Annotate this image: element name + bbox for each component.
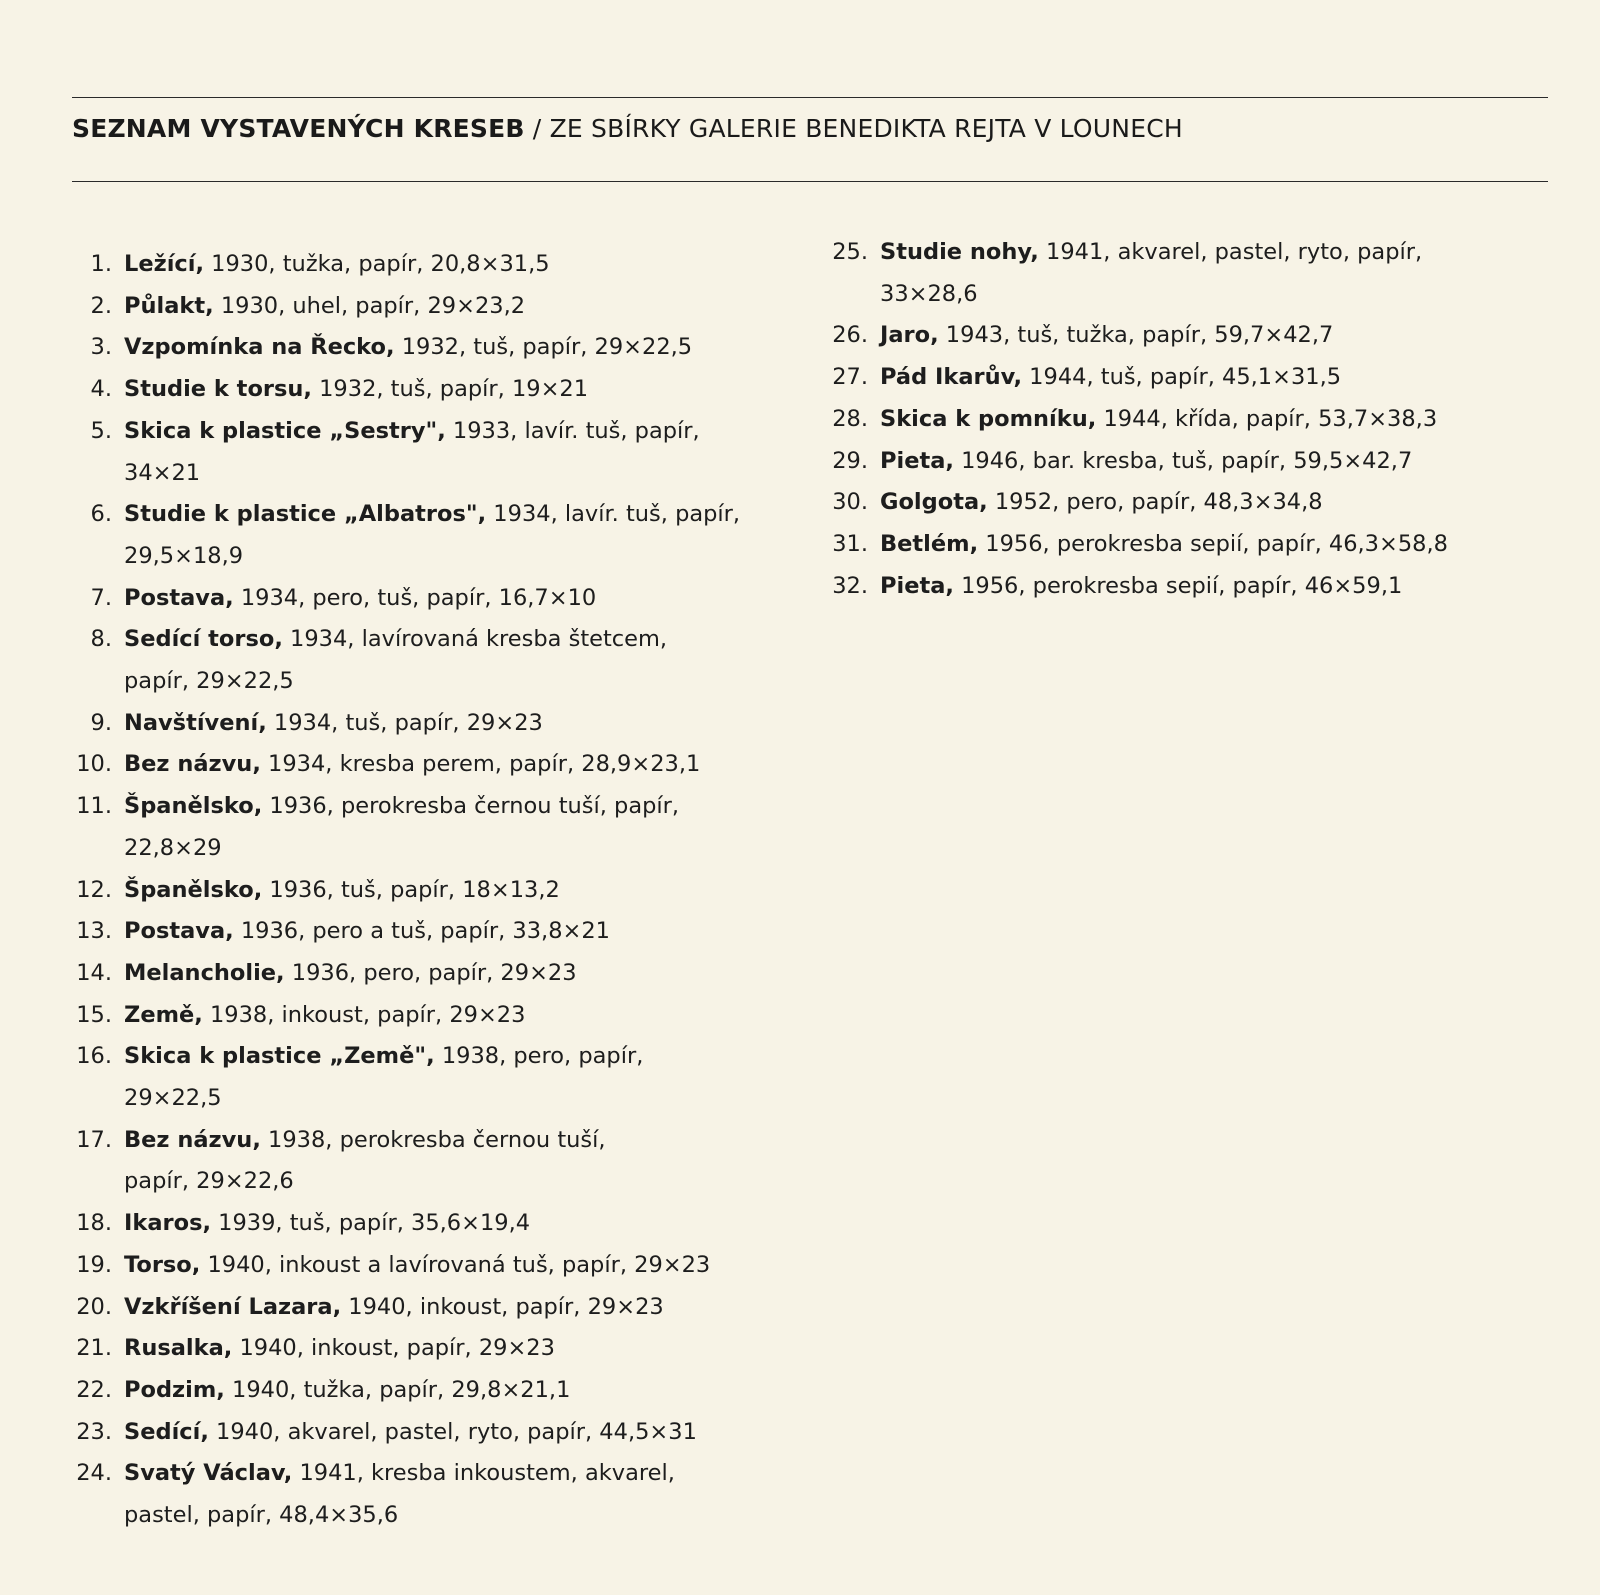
entry-number: 25.	[832, 239, 868, 265]
entry-number: 20.	[76, 1293, 112, 1320]
entry-title: Ležící,	[124, 251, 205, 277]
catalog-entry	[826, 441, 1566, 483]
entry-number: 17.	[76, 1126, 112, 1153]
entry-details: 1946, bar. kresba, tuš, papír, 59,5×42,7	[953, 447, 1413, 474]
entry-title: Betlém,	[880, 530, 979, 557]
entry-text	[124, 1120, 810, 1203]
catalog-entry	[70, 619, 810, 702]
catalog-entry	[70, 1453, 810, 1536]
entry-details: 1956, perokresba sepií, papír, 46×59,1	[953, 572, 1403, 599]
entry-title: Vzpomínka na Řecko,	[124, 334, 395, 361]
entry-number: 12.	[76, 876, 112, 903]
entry-text	[124, 995, 810, 1037]
entry-title: Bez názvu,	[124, 751, 261, 778]
left-column-list	[70, 244, 810, 1537]
entry-details: 29×22,5	[124, 1085, 222, 1112]
entry-text	[124, 870, 810, 912]
entry-details: 1934, lavír. tuš, papír,	[486, 501, 741, 528]
entry-text	[124, 327, 810, 369]
entry-details: 1939, tuš, papír, 35,6×19,4	[211, 1210, 531, 1237]
entry-number: 4.	[90, 376, 112, 403]
header-title-rest: / ZE SBÍRKY GALERIE BENEDIKTA REJTA V LOUNECH	[524, 114, 1183, 143]
entry-title: Jaro,	[880, 322, 939, 349]
entry-details: 1940, akvarel, pastel, ryto, papír, 44,5×31	[208, 1418, 697, 1445]
entry-details: 22,8×29	[124, 834, 222, 861]
entry-title: Sedící,	[124, 1418, 209, 1445]
entry-title: Torso,	[124, 1251, 201, 1278]
entry-text	[124, 1453, 810, 1536]
entry-text	[124, 1412, 810, 1454]
catalog-entry	[70, 1245, 810, 1287]
catalog-entry	[70, 578, 810, 620]
entry-details: 1938, perokresba černou tuší,	[260, 1126, 606, 1153]
catalog-entry	[70, 286, 810, 328]
catalog-entry	[70, 911, 810, 953]
page-header	[72, 114, 1552, 143]
entry-text	[880, 315, 1566, 357]
entry-title: Podzim,	[124, 1376, 225, 1403]
entry-number: 31.	[832, 530, 868, 557]
entry-details: 1941, kresba inkoustem, akvarel,	[292, 1460, 675, 1487]
entry-text	[124, 619, 810, 702]
entry-number: 22.	[76, 1376, 112, 1403]
entry-number: 21.	[76, 1335, 112, 1362]
header-title-bold: SEZNAM VYSTAVENÝCH KRESEB	[72, 114, 525, 143]
entry-title: Studie k torsu,	[124, 376, 312, 403]
entry-text	[124, 786, 810, 869]
entry-number: 2.	[90, 292, 112, 319]
entry-details: 1930, tužka, papír, 20,8×31,5	[204, 251, 550, 277]
entry-title: Skica k plastice „Země",	[124, 1043, 435, 1070]
catalog-entry	[70, 1036, 810, 1119]
entry-title: Pieta,	[880, 572, 954, 599]
entry-number: 10.	[76, 751, 112, 778]
entry-title: Svatý Václav,	[124, 1460, 293, 1487]
entry-details: 1936, pero, papír, 29×23	[284, 959, 577, 986]
right-column-list	[826, 232, 1566, 607]
catalog-entry	[70, 703, 810, 745]
entry-text	[124, 1370, 810, 1412]
entry-text	[124, 1245, 810, 1287]
entry-text	[124, 1203, 810, 1245]
entry-number: 9.	[90, 709, 112, 736]
entry-number: 18.	[76, 1210, 112, 1237]
entry-details: 34×21	[124, 459, 201, 486]
header-top-rule	[72, 97, 1548, 98]
entry-number: 14.	[76, 959, 112, 986]
entry-number: 15.	[76, 1001, 112, 1028]
entry-text	[124, 744, 810, 786]
entry-title: Studie nohy,	[880, 239, 1039, 265]
entry-number: 30.	[832, 489, 868, 516]
entry-details: 1933, lavír. tuš, papír,	[445, 417, 700, 444]
entry-details: 1930, uhel, papír, 29×23,2	[213, 292, 526, 319]
entry-details: 1932, tuš, papír, 29×22,5	[394, 334, 693, 361]
catalog-entry	[70, 1287, 810, 1329]
entry-details: 1944, tuš, papír, 45,1×31,5	[1022, 364, 1342, 391]
entry-title: Země,	[124, 1001, 203, 1028]
entry-details: 1941, akvarel, pastel, ryto, papír,	[1038, 239, 1423, 265]
entry-details: 29,5×18,9	[124, 542, 244, 569]
entry-details: 1944, křída, papír, 53,7×38,3	[1096, 405, 1438, 432]
catalog-entry	[826, 482, 1566, 524]
entry-details: 1936, pero a tuš, papír, 33,8×21	[233, 918, 610, 945]
entry-text	[880, 232, 1566, 315]
catalog-entry	[826, 357, 1566, 399]
entry-text	[124, 494, 810, 577]
catalog-entry	[826, 399, 1566, 441]
entry-title: Skica k pomníku,	[880, 405, 1097, 432]
entry-title: Bez názvu,	[124, 1126, 261, 1153]
entry-title: Pád Ikarův,	[880, 364, 1023, 391]
entry-number: 13.	[76, 918, 112, 945]
entry-details: papír, 29×22,5	[124, 668, 294, 695]
entry-number: 7.	[90, 584, 112, 611]
entry-details: 1934, kresba perem, papír, 28,9×23,1	[260, 751, 701, 778]
catalog-entry	[70, 411, 810, 494]
catalog-entry	[70, 786, 810, 869]
entry-text	[124, 953, 810, 995]
catalog-entry	[70, 1328, 810, 1370]
entry-details: 1940, inkoust a lavírovaná tuš, papír, 29×23	[200, 1251, 711, 1278]
entry-text	[124, 411, 810, 494]
catalog-entry	[826, 315, 1566, 357]
entry-title: Navštívení,	[124, 709, 267, 736]
entry-details: 1940, inkoust, papír, 29×23	[341, 1293, 664, 1320]
entry-text	[124, 1287, 810, 1329]
entry-text	[880, 441, 1566, 483]
entry-details: 1938, pero, papír,	[434, 1043, 644, 1070]
entry-text	[880, 357, 1566, 399]
catalog-entry	[826, 524, 1566, 566]
entry-details: 1940, tužka, papír, 29,8×21,1	[224, 1376, 571, 1403]
entry-text	[880, 399, 1566, 441]
entry-title: Skica k plastice „Sestry",	[124, 417, 446, 444]
entry-number: 23.	[76, 1418, 112, 1445]
entry-details: 33×28,6	[880, 280, 978, 307]
entry-number: 8.	[90, 626, 112, 653]
entry-number: 16.	[76, 1043, 112, 1070]
catalog-entry	[70, 1120, 810, 1203]
entry-text	[124, 703, 810, 745]
entry-details: papír, 29×22,6	[124, 1168, 294, 1195]
catalog-entry	[70, 244, 810, 286]
catalog-entry	[70, 1412, 810, 1454]
entry-details: 1934, tuš, papír, 29×23	[266, 709, 543, 736]
entry-text	[880, 566, 1566, 608]
entry-number: 26.	[832, 322, 868, 349]
entry-number: 6.	[90, 501, 112, 528]
catalog-entry	[70, 1370, 810, 1412]
entry-details: 1952, pero, papír, 48,3×34,8	[987, 489, 1323, 516]
catalog-entry	[70, 1203, 810, 1245]
entry-number: 5.	[90, 417, 112, 444]
entry-title: Rusalka,	[124, 1335, 233, 1362]
entry-text	[124, 369, 810, 411]
entry-number: 19.	[76, 1251, 112, 1278]
entry-details: 1936, tuš, papír, 18×13,2	[262, 876, 560, 903]
entry-title: Melancholie,	[124, 959, 285, 986]
entry-text	[880, 482, 1566, 524]
entry-text	[124, 1328, 810, 1370]
entry-number: 29.	[832, 447, 868, 474]
entry-details: 1940, inkoust, papír, 29×23	[232, 1335, 555, 1362]
entry-details: 1936, perokresba černou tuší, papír,	[262, 793, 680, 820]
entry-number: 28.	[832, 405, 868, 432]
entry-title: Postava,	[124, 584, 234, 611]
entry-number: 3.	[90, 334, 112, 361]
entry-title: Postava,	[124, 918, 234, 945]
entry-number: 24.	[76, 1460, 112, 1487]
entry-title: Španělsko,	[124, 793, 263, 820]
entry-number: 32.	[832, 572, 868, 599]
entry-details: 1943, tuš, tužka, papír, 59,7×42,7	[938, 322, 1334, 349]
entry-text	[124, 1036, 810, 1119]
header-bottom-rule	[72, 181, 1548, 182]
catalog-entry	[70, 327, 810, 369]
catalog-entry	[70, 494, 810, 577]
entry-details: 1938, inkoust, papír, 29×23	[202, 1001, 526, 1028]
catalog-entry	[826, 232, 1566, 315]
entry-details: pastel, papír, 48,4×35,6	[124, 1502, 399, 1529]
entry-title: Sedící torso,	[124, 626, 283, 653]
catalog-entry	[70, 995, 810, 1037]
entry-details: 1956, perokresba sepií, papír, 46,3×58,8	[978, 530, 1448, 557]
entry-number: 1.	[90, 251, 112, 277]
entry-title: Půlakt,	[124, 292, 214, 319]
entry-number: 27.	[832, 364, 868, 391]
catalog-entry	[70, 870, 810, 912]
catalog-entry	[70, 744, 810, 786]
entry-text	[124, 286, 810, 328]
entry-text	[124, 244, 810, 286]
entry-details: 1934, pero, tuš, papír, 16,7×10	[233, 584, 597, 611]
entry-number: 11.	[76, 793, 112, 820]
entry-title: Golgota,	[880, 489, 988, 516]
catalog-entry	[826, 566, 1566, 608]
entry-details: 1932, tuš, papír, 19×21	[311, 376, 589, 403]
entry-text	[124, 578, 810, 620]
entry-title: Ikaros,	[124, 1210, 212, 1237]
catalog-entry	[70, 369, 810, 411]
entry-details: 1934, lavírovaná kresba štetcem,	[282, 626, 668, 653]
entry-title: Pieta,	[880, 447, 954, 474]
entry-text	[124, 911, 810, 953]
entry-title: Španělsko,	[124, 876, 263, 903]
catalog-entry	[70, 953, 810, 995]
entry-title: Vzkříšení Lazara,	[124, 1293, 342, 1320]
entry-title: Studie k plastice „Albatros",	[124, 501, 487, 528]
entry-text	[880, 524, 1566, 566]
